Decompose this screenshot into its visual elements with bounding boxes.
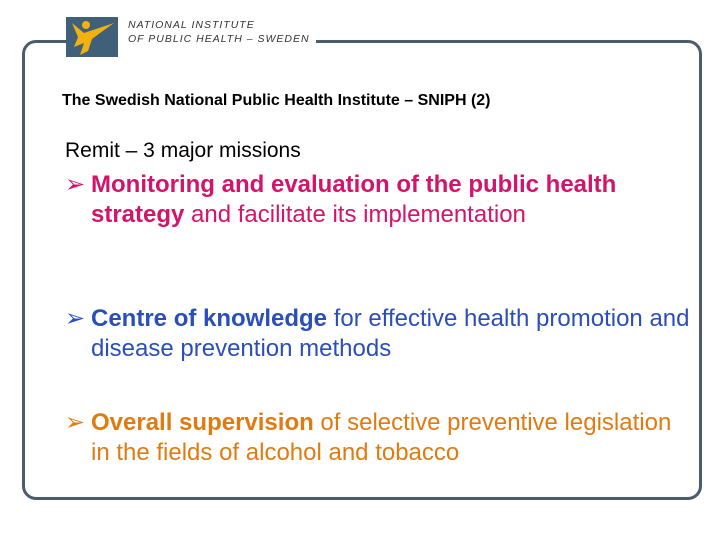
bullet-2: [65, 304, 691, 364]
logo-text: [128, 18, 310, 46]
logo-icon: [66, 17, 118, 57]
bullet-1: [65, 170, 691, 230]
remit-text: Remit – 3 major missions: [65, 139, 301, 162]
logo-line2: OF PUBLIC HEALTH – SWEDEN: [128, 33, 310, 45]
arrow-bullet-icon: ➢: [65, 305, 86, 332]
bullet-1-bold: Monitoring and evaluation of the public health strategy: [91, 171, 617, 228]
bullet-3-bold: Overall supervision: [91, 409, 314, 436]
bullet-3-text: of selective preventive legislation in the fields of alcohol and tobacco: [91, 409, 672, 466]
bullet-2-bold: Centre of knowledge: [91, 305, 328, 332]
slide-title: The Swedish National Public Health Institute – SNIPH (2): [62, 92, 491, 109]
logo-line1: NATIONAL INSTITUTE: [128, 19, 255, 31]
arrow-bullet-icon: ➢: [65, 171, 86, 198]
bullet-2-text: for effective health promotion and disease prevention methods: [91, 305, 690, 362]
bullet-1-text: and facilitate its implementation: [184, 201, 526, 228]
bullet-3: [65, 408, 691, 468]
arrow-bullet-icon: ➢: [65, 409, 86, 436]
